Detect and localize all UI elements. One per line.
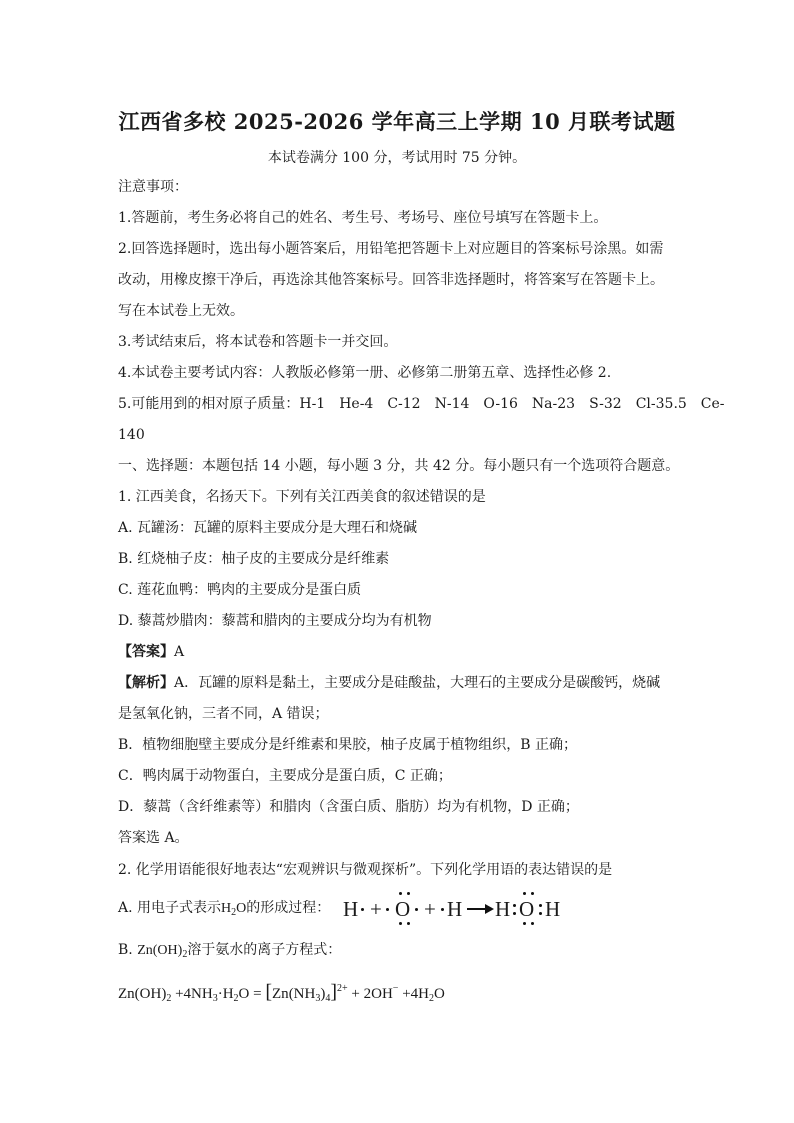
hydrogen-atom: H <box>343 897 359 921</box>
question-2-option-a: A. 用电子式表示$H_2O$的形成过程： <box>118 900 331 918</box>
electron-dot <box>399 922 402 925</box>
electron-dot <box>539 912 542 915</box>
ionic-equation: $Zn(OH)_2 +4NH_3\cdot H_2O = [Zn(NH_3)_4]^{2+} + 2OH^- +4H_2O$ <box>118 981 445 1004</box>
electron-dot <box>513 912 516 915</box>
electron-dot <box>513 904 516 907</box>
question-1-option-a: A. 瓦罐汤：瓦罐的原料主要成分是大理石和烧碱 <box>118 520 418 536</box>
electron-dot <box>523 922 526 925</box>
analysis-line: 是氢氧化钠，三者不同，A 错误； <box>118 706 329 722</box>
electron-dot <box>361 908 364 911</box>
note-line: 140 <box>118 427 145 443</box>
answer-label: 【答案】 <box>118 644 174 660</box>
analysis-line: C．鸭肉属于动物蛋白，主要成分是蛋白质，C 正确； <box>118 768 452 784</box>
notes-heading: 注意事项： <box>118 179 188 195</box>
oxygen-atom: O <box>519 897 535 921</box>
oxygen-atom: O <box>395 897 411 921</box>
page-title: 江西省多校 2025-2026 学年高三上学期 10 月联考试题 <box>118 109 676 134</box>
hydrogen-atom: H <box>545 897 561 921</box>
reaction-arrow-head <box>485 904 494 914</box>
h2o-formula: $H_2O$ <box>221 901 247 918</box>
note-line: 4.本试卷主要考试内容：人教版必修第一册、必修第二册第五章、选择性必修 2. <box>118 365 612 381</box>
question-2-option-b: B. $Zn(OH)_2$溶于氨水的离子方程式： <box>118 942 342 960</box>
electron-dot <box>415 908 418 911</box>
hydrogen-atom: H <box>495 897 511 921</box>
analysis-line: 答案选 A。 <box>118 830 189 846</box>
electron-dot <box>531 922 534 925</box>
question-1-answer <box>118 642 678 662</box>
answer-value: A <box>174 644 185 660</box>
electron-dot <box>539 904 542 907</box>
electron-dot <box>441 908 444 911</box>
analysis-line: B．植物细胞壁主要成分是纤维素和果胶，柚子皮属于植物组织，B 正确； <box>118 737 578 753</box>
hydrogen-atom: H <box>447 897 463 921</box>
exam-info: 本试卷满分 100 分，考试用时 75 分钟。 <box>267 150 527 166</box>
note-line: 5.可能用到的相对原子质量：H-1 He-4 C-12 N-14 O-16 Na-23 S-32 Cl-35.5 Ce- <box>118 396 725 412</box>
analysis-label: 【解析】 <box>118 675 174 691</box>
zinc-hydroxide-formula: $Zn(OH)_2$ <box>137 943 188 960</box>
question-1-option-d: D. 藜蒿炒腊肉：藜蒿和腊肉的主要成分均为有机物 <box>118 613 432 629</box>
question-1-option-c: C. 莲花血鸭：鸭肉的主要成分是蛋白质 <box>118 582 362 598</box>
plus-sign: + <box>424 897 436 921</box>
analysis-line: A．瓦罐的原料是黏土，主要成分是硅酸盐，大理石的主要成分是碳酸钙，烧碱 <box>174 675 661 691</box>
note-line: 2.回答选择题时，选出每小题答案后，用铅笔把答题卡上对应题目的答案标号涂黑。如需 <box>118 241 664 257</box>
electron-dot <box>523 892 526 895</box>
note-line: 1.答题前，考生务必将自己的姓名、考生号、考场号、座位号填写在答题卡上。 <box>118 210 608 226</box>
electron-dot <box>407 922 410 925</box>
question-1-stem: 1. 江西美食，名扬天下。下列有关江西美食的叙述错误的是 <box>118 489 486 505</box>
section-heading: 一、选择题：本题包括 14 小题，每小题 3 分，共 42 分。每小题只有一个选项符合题意。 <box>118 458 680 474</box>
question-1-option-b: B. 红烧柚子皮：柚子皮的主要成分是纤维素 <box>118 551 390 567</box>
analysis-line: D．藜蒿（含纤维素等）和腊肉（含蛋白质、脂肪）均为有机物，D 正确； <box>118 799 579 815</box>
question-2-stem: 2. 化学用语能很好地表达“宏观辨识与微观探析”。下列化学用语的表达错误的是 <box>118 862 613 878</box>
note-line: 3.考试结束后，将本试卷和答题卡一并交回。 <box>118 334 398 350</box>
electron-dot <box>386 908 389 911</box>
plus-sign: + <box>370 897 382 921</box>
question-1-analysis <box>118 673 678 693</box>
note-line: 改动，用橡皮擦干净后，再选涂其他答案标号。回答非选择题时，将答案写在答题卡上。 <box>118 272 664 288</box>
reaction-arrow <box>467 908 487 910</box>
electron-dot <box>407 892 410 895</box>
note-line: 写在本试卷上无效。 <box>118 303 244 319</box>
electron-dot <box>399 892 402 895</box>
electron-dot <box>531 892 534 895</box>
